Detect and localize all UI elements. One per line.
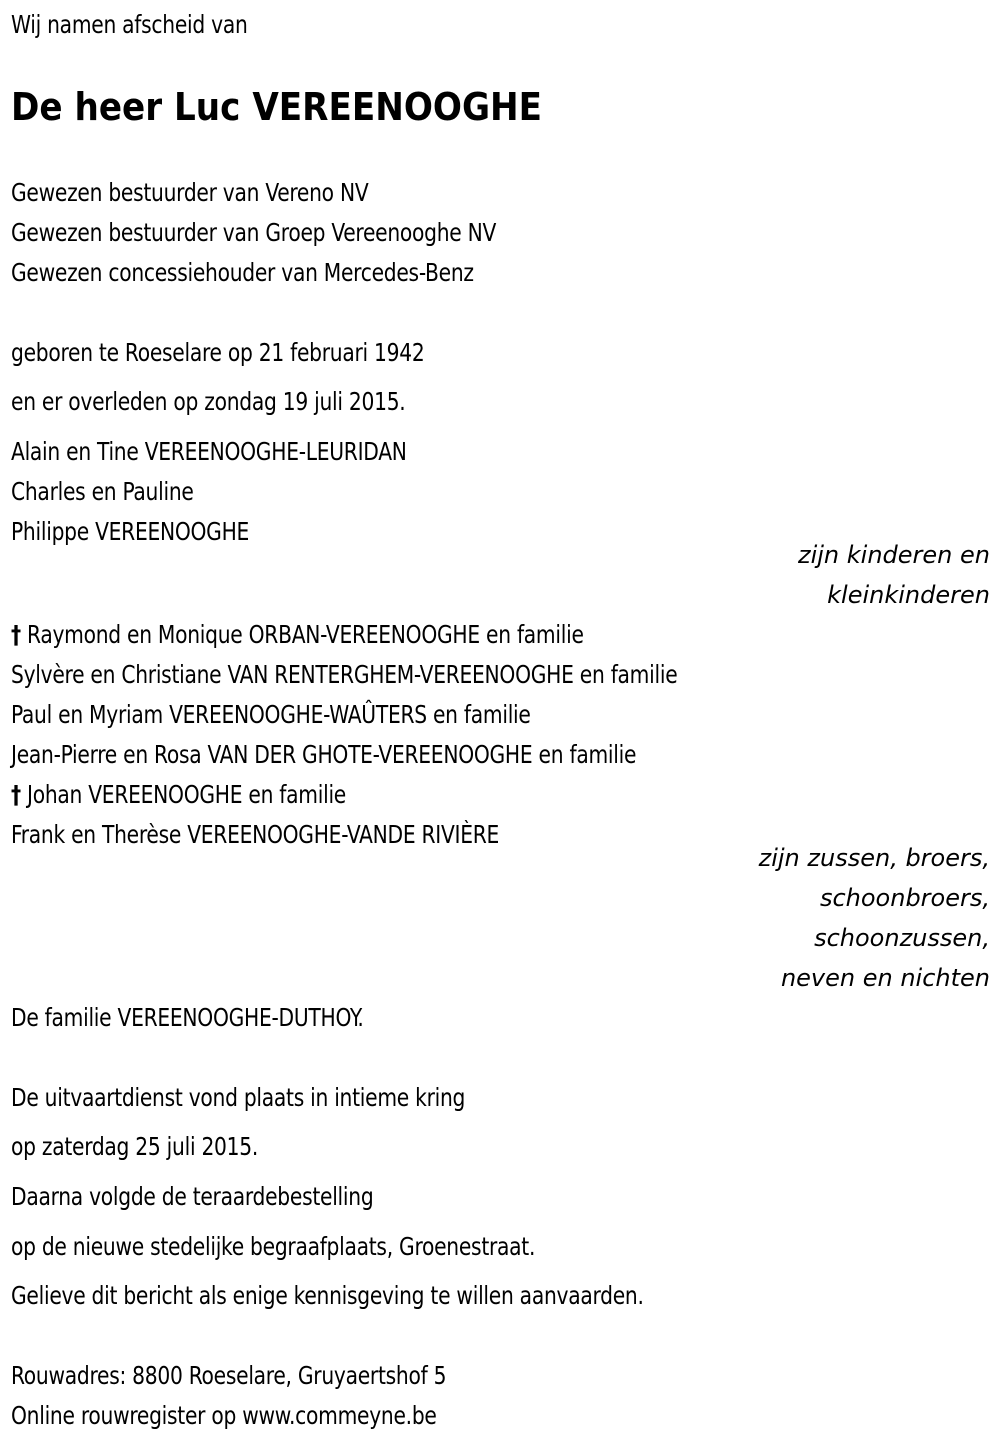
sibling-line: Jean-Pierre en Rosa VAN DER GHOTE-VEREENOOGHE en familie xyxy=(11,740,637,769)
funeral-line: Daarna volgde de teraardebestelling xyxy=(11,1182,374,1211)
role-line: Gewezen concessiehouder van Mercedes-Benz xyxy=(11,258,474,287)
deceased-name: De heer Luc VEREENOOGHE xyxy=(11,85,543,129)
child-line: Alain en Tine VEREENOOGHE-LEURIDAN xyxy=(11,437,407,466)
sibling-line: Paul en Myriam VEREENOOGHE-WAÛTERS en familie xyxy=(11,700,531,729)
address-line: Rouwadres: 8800 Roeselare, Gruyaertshof 5 xyxy=(11,1361,447,1390)
child-line: Charles en Pauline xyxy=(11,477,194,506)
funeral-line: Gelieve dit bericht als enige kennisgeving te willen aanvaarden. xyxy=(11,1281,644,1310)
family-line: De familie VEREENOOGHE-DUTHOY. xyxy=(11,1003,364,1032)
siblings-caption: schoonbroers, xyxy=(819,884,990,912)
sibling-line: † Johan VEREENOOGHE en familie xyxy=(11,780,346,809)
intro-text: Wij namen afscheid van xyxy=(11,10,248,39)
role-line: Gewezen bestuurder van Groep Vereenooghe NV xyxy=(11,218,497,247)
death-line: en er overleden op zondag 19 juli 2015. xyxy=(11,387,406,416)
birth-line: geboren te Roeselare op 21 februari 1942 xyxy=(11,338,425,367)
funeral-line: op de nieuwe stedelijke begraafplaats, Groenestraat. xyxy=(11,1232,536,1261)
children-caption: zijn kinderen en xyxy=(798,541,990,569)
cross-icon: † xyxy=(11,780,21,809)
online-register-line: Online rouwregister op www.commeyne.be xyxy=(11,1401,437,1430)
funeral-line: De uitvaartdienst vond plaats in intieme kring xyxy=(11,1083,466,1112)
children-caption: kleinkinderen xyxy=(827,581,990,609)
sibling-line: † Raymond en Monique ORBAN-VEREENOOGHE en familie xyxy=(11,620,584,649)
siblings-caption: zijn zussen, broers, xyxy=(758,844,990,872)
sibling-line: Sylvère en Christiane VAN RENTERGHEM-VEREENOOGHE en familie xyxy=(11,660,678,689)
sibling-line: Frank en Therèse VEREENOOGHE-VANDE RIVIÈRE xyxy=(11,820,500,849)
siblings-caption: neven en nichten xyxy=(780,964,990,992)
cross-icon: † xyxy=(11,620,21,649)
child-line: Philippe VEREENOOGHE xyxy=(11,517,250,546)
funeral-line: op zaterdag 25 juli 2015. xyxy=(11,1132,259,1161)
siblings-caption: schoonzussen, xyxy=(814,924,990,952)
role-line: Gewezen bestuurder van Vereno NV xyxy=(11,178,369,207)
